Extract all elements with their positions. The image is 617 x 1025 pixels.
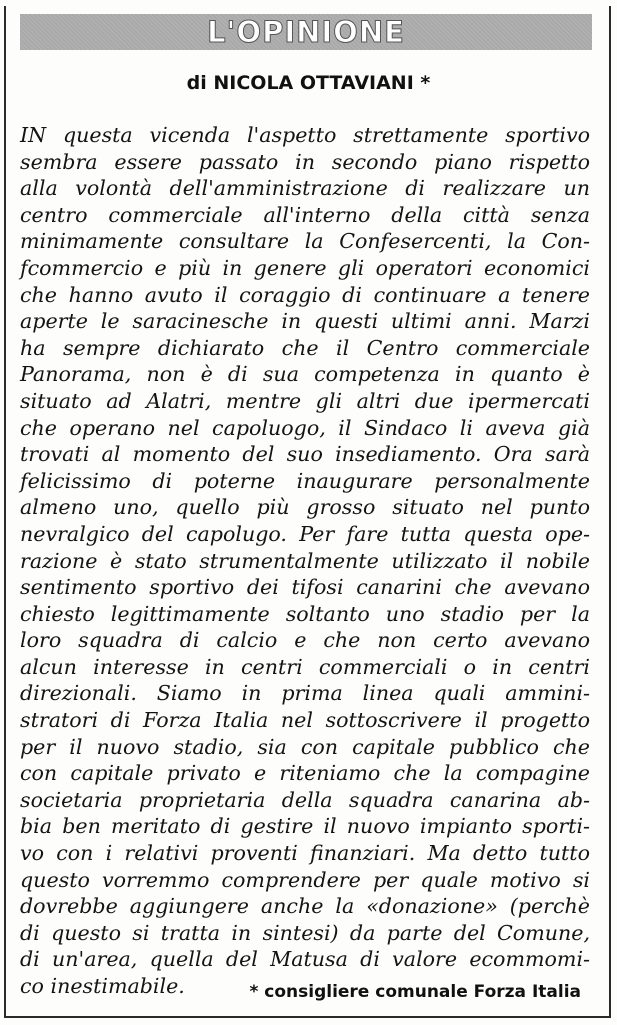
article-line: di questo si tratta in sintesi) da parte del Comune,	[20, 920, 590, 945]
article-line: di un'area, quella del Matusa di valore ecommomi-	[20, 947, 590, 972]
article-line: alla volontà dell'amministrazione di realizzare un	[20, 176, 590, 201]
article-line: razione è stato strumentalmente utilizzato il nobile	[20, 548, 590, 573]
article-line: almeno uno, quello più grosso situato nel punto	[20, 495, 590, 520]
article-line: IN questa vicenda l'aspetto strettamente sportivo	[20, 123, 590, 147]
bottom-border-rule	[4, 1016, 611, 1018]
author-footnote: * consigliere comunale Forza Italia	[249, 982, 581, 1002]
article-line: alcun interesse in centri commerciali o in centri	[20, 654, 590, 679]
left-border-rule	[4, 6, 6, 1018]
article-line: vo con i relativi proventi finanziari. Ma detto tutto	[20, 841, 590, 866]
article-line: per il nuovo stadio, sia con capitale pubblico che	[20, 734, 590, 759]
right-border-rule	[609, 6, 611, 1018]
article-line: sembra essere passato in secondo piano rispetto	[20, 149, 590, 174]
article-line: direzionali. Siamo in prima linea quali ammini-	[20, 681, 590, 706]
article-line: co inestimabile.	[20, 974, 185, 998]
article-line: che hanno avuto il coraggio di continuare a tenere	[20, 282, 590, 307]
article-line: Panorama, non è di sua competenza in quanto è	[20, 362, 590, 387]
author-byline: di NICOLA OTTAVIANI *	[186, 72, 431, 94]
article-line: minimamente consultare la Confesercenti, la Con-	[20, 229, 590, 254]
article-line: societaria proprietaria della squadra canarina ab-	[20, 787, 590, 812]
article-line: aperte le saracinesche in questi ultimi anni. Marzi	[20, 309, 590, 334]
article-line: fcommercio e più in genere gli operatori economici	[20, 255, 590, 280]
article-line: sentimento sportivo dei tifosi canarini che avevano	[20, 575, 590, 600]
article-line: ha sempre dichiarato che il Centro commerciale	[20, 335, 590, 360]
article-line: con capitale privato e riteniamo che la compagine	[20, 761, 590, 786]
article-body	[20, 122, 590, 1000]
article-line: che operano nel capoluogo, il Sindaco li aveva già	[20, 415, 590, 440]
article-line: trovati al momento del suo insediamento. Ora sarà	[20, 442, 590, 467]
article-line: loro squadra di calcio e che non certo avevano	[20, 628, 590, 653]
article-line: nevralgico del capolugo. Per fare tutta questa ope-	[20, 521, 590, 546]
article-line: centro commerciale all'interno della città senza	[20, 202, 590, 227]
article-line: bia ben meritato di gestire il nuovo impianto sporti-	[20, 814, 590, 839]
column-title: L'OPINIONE	[207, 15, 405, 49]
article-line: questo vorremmo comprendere per quale motivo si	[20, 867, 590, 892]
article-line: stratori di Forza Italia nel sottoscrivere il progetto	[20, 708, 590, 733]
article-line: felicissimo di poterne inaugurare personalmente	[20, 468, 590, 493]
article-line: situato ad Alatri, mentre gli altri due ipermercati	[20, 388, 590, 413]
article-line: dovrebbe aggiungere anche la «donazione» (perchè	[20, 894, 590, 919]
article-line: chiesto legittimamente soltanto uno stadio per la	[20, 601, 590, 626]
